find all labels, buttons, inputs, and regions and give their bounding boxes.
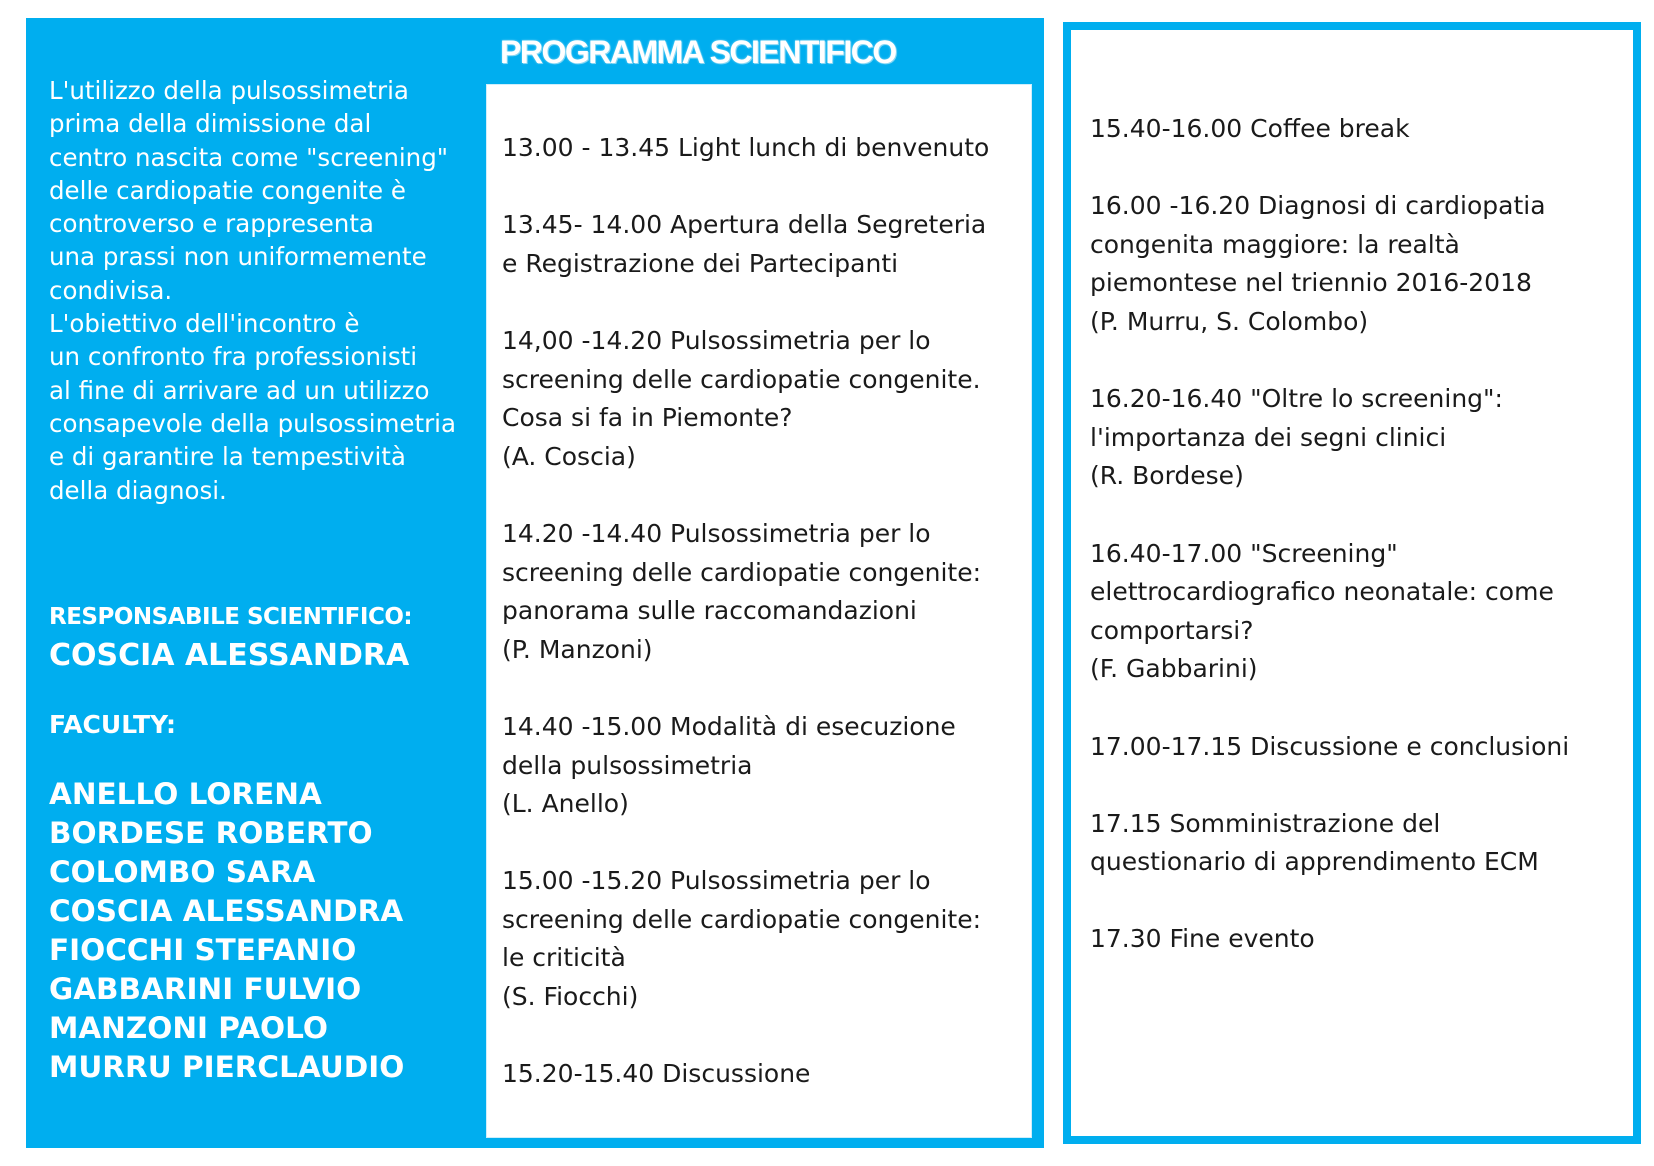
intro-text: L'utilizzo della pulsossimetria prima della dimissione dal centro nascita come "screening" delle cardiopatie congenite è controverso e rappresenta una prassi non uniformemente condivisa. L'obiettivo dell'incontro è un confronto fra professionisti al fine di arrivare ad un utilizzo consapevole della pulsossimetria e di garantire la tempestività della diagnosi. (49, 76, 457, 505)
schedule-item: 16.40-17.00 "Screening" elettrocardiografico neonatale: come comportarsi? (F. Gabbarini) (1090, 538, 1554, 684)
faculty-list (49, 775, 404, 1087)
schedule-item: 14.20 -14.40 Pulsossimetria per lo screening delle cardiopatie congenite: panorama sulle raccomandazioni (P. Manzoni) (502, 518, 981, 664)
faculty-member: FIOCCHI STEFANIO (49, 933, 357, 967)
faculty-member: COSCIA ALESSANDRA (49, 894, 404, 928)
faculty-member: COLOMBO SARA (49, 855, 316, 889)
faculty-member: MANZONI PAOLO (49, 1011, 328, 1045)
faculty-member: GABBARINI FULVIO (49, 972, 362, 1006)
schedule-item: 14.40 -15.00 Modalità di esecuzione della pulsossimetria (L. Anello) (502, 711, 956, 819)
schedule-item: 13.45- 14.00 Apertura della Segreteria e Registrazione dei Partecipanti (502, 210, 987, 278)
schedule-item: 15.40-16.00 Coffee break (1090, 114, 1410, 143)
schedule-item: 15.00 -15.20 Pulsossimetria per lo screening delle cardiopatie congenite: le criticità (S. Fiocchi) (502, 866, 981, 1012)
schedule-item: 16.00 -16.20 Diagnosi di cardiopatia congenita maggiore: la realtà piemontese nel triennio 2016-2018 (P. Murru, S. Colombo) (1090, 191, 1546, 336)
schedule-item: 16.20-16.40 "Oltre lo screening": l'importanza dei segni clinici (R. Bordese) (1090, 384, 1503, 491)
schedule-column-2 (1090, 110, 1630, 998)
schedule-column-1 (502, 129, 1022, 1132)
schedule-item: 17.30 Fine evento (1090, 924, 1315, 954)
responsabile-label: RESPONSABILE SCIENTIFICO: (49, 604, 413, 630)
responsabile-name: COSCIA ALESSANDRA (49, 638, 410, 673)
faculty-member: MURRU PIERCLAUDIO (49, 1050, 405, 1084)
schedule-item: 17.15 Somministrazione del questionario di apprendimento ECM (1090, 808, 1539, 877)
faculty-label: FACULTY: (49, 710, 176, 739)
schedule-item: 17.00-17.15 Discussione e conclusioni (1090, 731, 1570, 761)
faculty-member: ANELLO LORENA (49, 777, 322, 811)
schedule-item: 13.00 - 13.45 Light lunch di benvenuto (502, 133, 990, 162)
schedule-item: 14,00 -14.20 Pulsossimetria per lo screening delle cardiopatie congenite. Cosa si fa in Piemonte? (A. Coscia) (502, 325, 981, 471)
program-title: PROGRAMMA SCIENTIFICO (500, 34, 896, 70)
faculty-member: BORDESE ROBERTO (49, 816, 373, 850)
schedule-item: 15.20-15.40 Discussione (502, 1059, 811, 1089)
